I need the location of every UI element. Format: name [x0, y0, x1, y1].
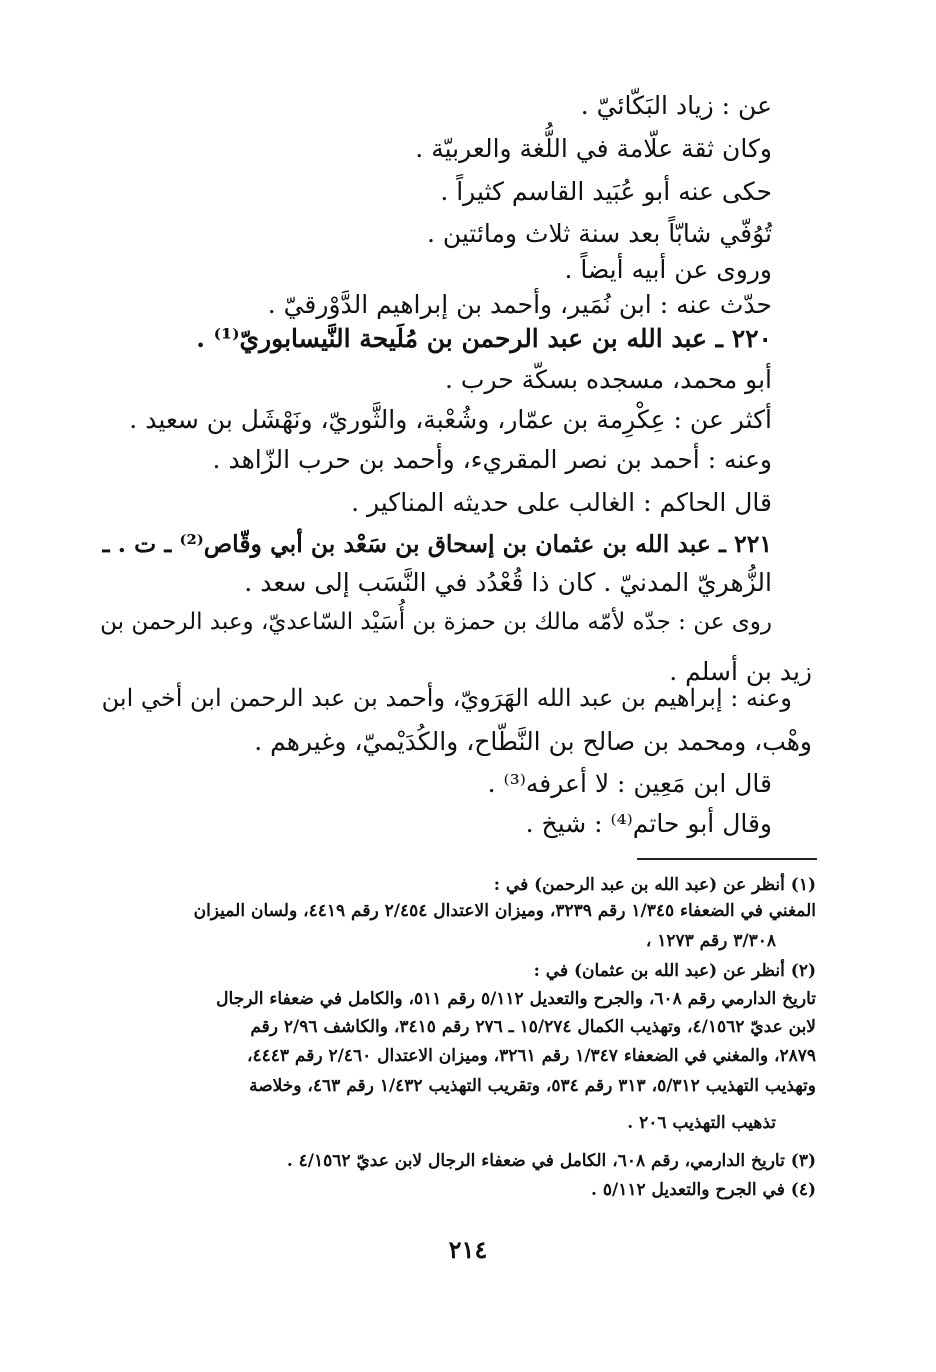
body-line: حكى عنه أبو عُبَيد القاسم كثيراً .	[440, 177, 772, 206]
footnote-line: ٣/٣٠٨ رقم ١٢٧٣ ،	[645, 931, 776, 951]
body-line: أكثر عن : عِكْرِمة بن عمّار، وشُعْبة، والثَّوريّ، ونَهْشَل بن سعيد .	[129, 405, 772, 434]
footnote-line: لابن عديّ ٤/١٥٦٢، وتهذيب الكمال ١٥/٢٧٤ ـ ٢٧٦ رقم ٣٤١٥، والكاشف ٢/٩٦ رقم	[250, 1017, 816, 1037]
body-line: قال الحاكم : الغالب على حديثه المناكير .	[351, 488, 772, 517]
footnote-line: وتهذيب التهذيب ٥/٣١٢، ٣١٣ رقم ٥٣٤، وتقريب التهذيب ١/٤٣٢ رقم ٤٦٣، وخلاصة	[249, 1076, 816, 1096]
body-line: وهْب، ومحمد بن صالح بن النَّطّاح، والكُدَيْميّ، وغيرهم .	[254, 727, 812, 756]
body-line: وعنه : أحمد بن نصر المقريء، وأحمد بن حرب الزّاهد .	[212, 445, 772, 474]
footnote-line: (٣) تاريخ الدارمي، رقم ٦٠٨، الكامل في ضعفاء الرجال لابن عديّ ٤/١٥٦٢ .	[286, 1151, 816, 1171]
footnote-line: المغني في الضعفاء ١/٣٤٥ رقم ٣٢٣٩، وميزان الاعتدال ٢/٤٥٤ رقم ٤٤١٩، ولسان الميزان	[193, 901, 816, 921]
body-line: تُوُفّي شابّاً بعد سنة ثلاث ومائتين .	[426, 219, 772, 248]
body-line: وكان ثقة علّامة في اللُّغة والعربيّة .	[415, 134, 772, 163]
body-line: روى عن : جدّه لأمّه مالك بن حمزة بن أُسَيْد السّاعديّ، وعبد الرحمن بن	[100, 609, 772, 635]
footnote-line: (٤) في الجرح والتعديل ٥/١١٢ .	[591, 1180, 816, 1200]
body-line: الزُّهريّ المدنيّ . كان ذا قُعْدُد في النَّسَب إلى سعد .	[244, 568, 772, 597]
body-line: عن : زياد البَكّائيّ .	[580, 91, 772, 120]
body-line: وعنه : إبراهيم بن عبد الله الهَرَويّ، وأحمد بن عبد الرحمن ابن أخي ابن	[101, 684, 792, 712]
footnote-line: (٢) أنظر عن (عبد الله بن عثمان) في :	[533, 961, 816, 981]
footnote-line: ٢٨٧٩، والمغني في الضعفاء ١/٣٤٧ رقم ٣٢٦١، وميزان الاعتدال ٢/٤٦٠ رقم ٤٤٤٣،	[246, 1046, 816, 1066]
body-line: وقال أبو حاتم⁽⁴⁾ : شيخ .	[525, 809, 772, 838]
footnote-line: (١) أنظر عن (عبد الله بن عبد الرحمن) في :	[493, 875, 816, 895]
footnote-line: تاريخ الدارمي رقم ٦٠٨، والجرح والتعديل ٥/١١٢ رقم ٥١١، والكامل في ضعفاء الرجال	[216, 989, 816, 1009]
footnote-line: تذهيب التهذيب ٢٠٦ .	[627, 1113, 776, 1133]
body-line: حدّث عنه : ابن نُمَير، وأحمد بن إبراهيم الدَّوْرقيّ .	[267, 290, 772, 319]
entry-heading-220: ٢٢٠ ـ عبد الله بن عبد الرحمن بن مُلَيحة النَّيسابوريّ⁽¹⁾ .	[196, 324, 772, 353]
body-line: قال ابن مَعِين : لا أعرفه⁽³⁾ .	[487, 769, 772, 798]
body-line: زيد بن أسلم .	[669, 657, 812, 686]
footnote-divider	[637, 858, 817, 860]
entry-heading-221: ٢٢١ ـ عبد الله بن عثمان بن إسحاق بن سَعْد بن أبي وقّاص⁽²⁾ ـ ت . ـ	[102, 530, 772, 558]
page-number: ٢١٤	[448, 1235, 488, 1264]
body-line: أبو محمد، مسجده بسكّة حرب .	[445, 365, 772, 394]
body-line: وروى عن أبيه أيضاً .	[564, 255, 772, 284]
